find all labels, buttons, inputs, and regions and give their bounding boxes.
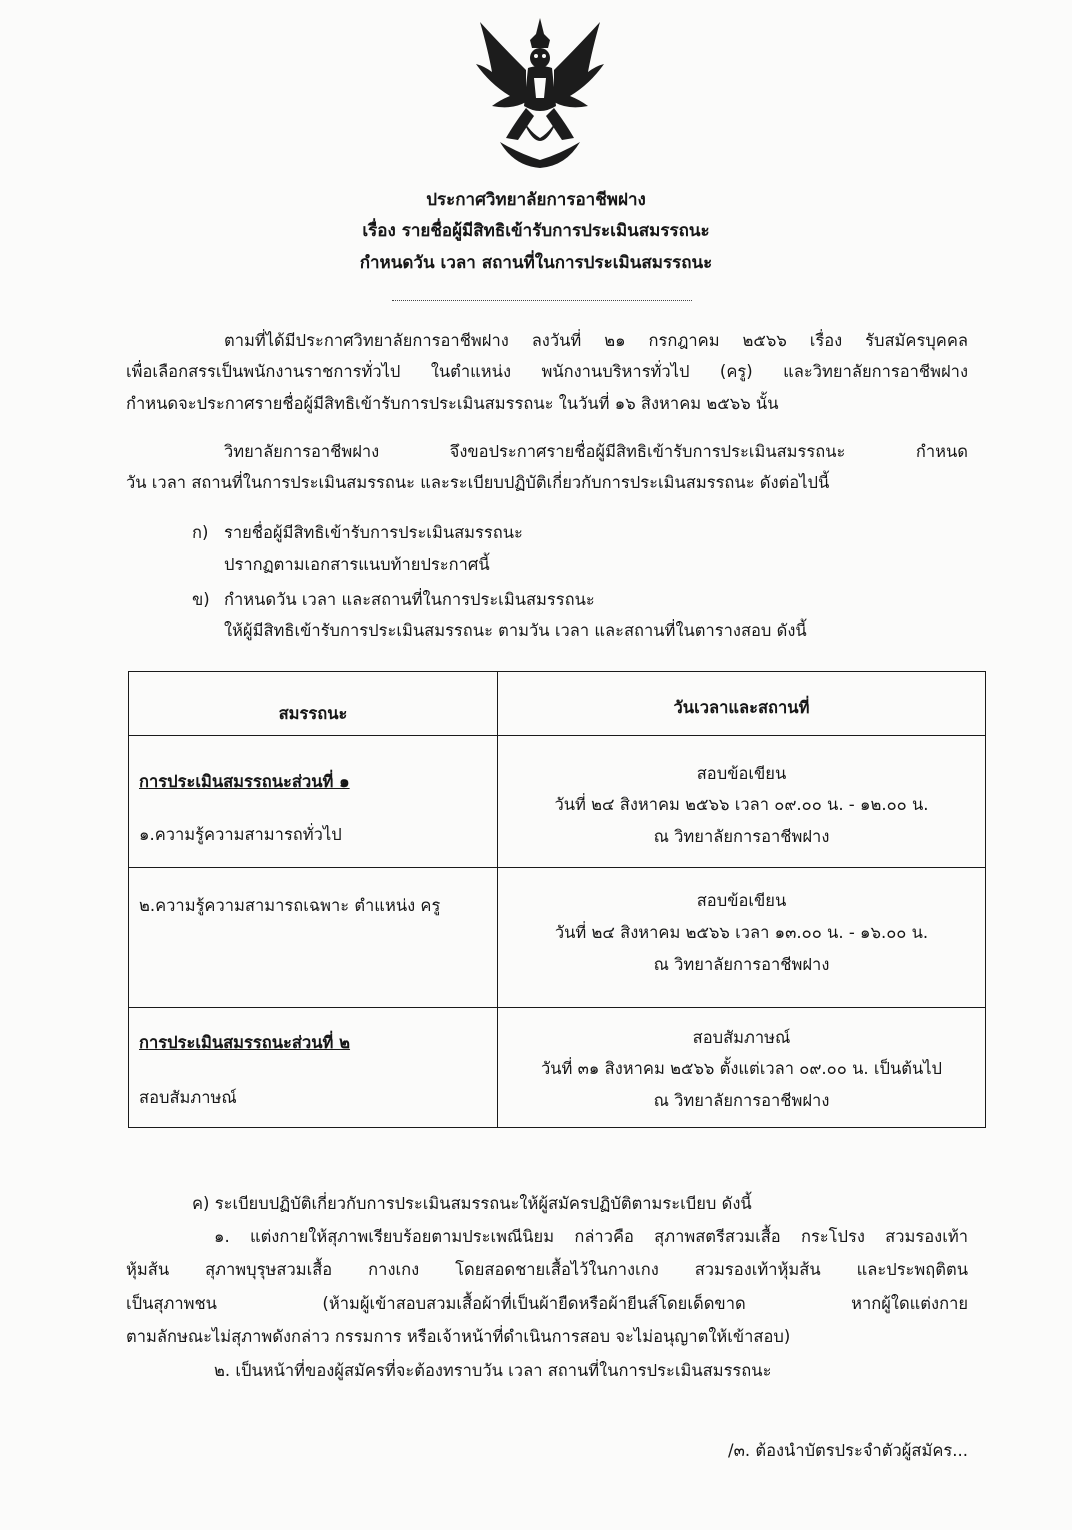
item-a-line1: รายชื่อผู้มีสิทธิเข้ารับการประเมินสมรรถนะ: [224, 523, 523, 542]
rules-intro: ค) ระเบียบปฏิบัติเกี่ยวกับการประเมินสมรรถนะให้ผู้สมัครปฏิบัติตามระเบียบ ดังนี้: [192, 1194, 752, 1213]
row2-schedule: [498, 868, 986, 1008]
item-a-marker: ก): [192, 523, 209, 542]
rule1-line2: หุ้มส้น สุภาพบุรุษสวมเสื้อ กางเกง โดยสอดชายเสื้อไว้ในกางเกง สวมรองเท้าหุ้มส้น และประพฤติตน: [126, 1260, 968, 1279]
announcement-subject: เรื่อง รายชื่อผู้มีสิทธิเข้ารับการประเมินสมรรถนะ: [362, 221, 710, 241]
item-b-line1: กำหนดวัน เวลา และสถานที่ในการประเมินสมรรถนะ: [224, 590, 595, 609]
table-row: [129, 868, 986, 1008]
row2-exam-datetime: วันที่ ๒๔ สิงหาคม ๒๕๖๖ เวลา ๑๓.๐๐ น. - ๑๖.๐๐ น.: [554, 923, 929, 942]
intro-p2-line2: วัน เวลา สถานที่ในการประเมินสมรรถนะ และระเบียบปฏิบัติเกี่ยวกับการประเมินสมรรถนะ ดังต่อไปนี้: [126, 473, 830, 492]
row3-exam-type: สอบสัมภาษณ์: [692, 1028, 791, 1047]
row1-section-title: การประเมินสมรรถนะส่วนที่ ๑: [139, 772, 350, 791]
row3-competency: [129, 1008, 498, 1128]
row2-exam-place: ณ วิทยาลัยการอาชีพฝาง: [653, 955, 830, 974]
rule1-line3: เป็นสุภาพชน (ห้ามผู้เข้าสอบสวมเสื้อผ้าที่เป็นผ้ายืดหรือผ้ายีนส์โดยเด็ดขาด หากผู้ใดแต่งกาย: [126, 1294, 968, 1313]
row3-exam-place: ณ วิทยาลัยการอาชีพฝาง: [653, 1091, 830, 1110]
table-row: [129, 1008, 986, 1128]
item-b-line2: ให้ผู้มีสิทธิเข้ารับการประเมินสมรรถนะ ตามวัน เวลา และสถานที่ในตารางสอบ ดังนี้: [224, 621, 807, 640]
table-row: [129, 736, 986, 868]
intro-p1-line1: ตามที่ได้มีประกาศวิทยาลัยการอาชีพฝาง ลงวันที่ ๒๑ กรกฎาคม ๒๕๖๖ เรื่อง รับสมัครบุคคล: [224, 331, 968, 350]
row1-competency: [129, 736, 498, 868]
row2-exam-type: สอบข้อเขียน: [696, 891, 787, 910]
schedule-table: [128, 671, 986, 1128]
row3-schedule: [498, 1008, 986, 1128]
header-datetime-label: วันเวลาและสถานที่: [673, 698, 810, 717]
intro-p1-line2: เพื่อเลือกสรรเป็นพนักงานราชการทั่วไป ในตำแหน่ง พนักงานบริหารทั่วไป (ครู) และวิทยาลัยการอาชีพฝาง: [126, 362, 968, 381]
row2-competency-text: ๒.ความรู้ความสามารถเฉพาะ ตำแหน่ง ครู: [139, 896, 441, 915]
row1-exam-place: ณ วิทยาลัยการอาชีพฝาง: [653, 827, 830, 846]
table-header-row: [129, 672, 986, 736]
header-datetime-place: [498, 672, 986, 736]
row1-schedule: [498, 736, 986, 868]
announcement-subtitle: กำหนดวัน เวลา สถานที่ในการประเมินสมรรถนะ: [359, 253, 713, 273]
item-a-line2: ปรากฏตามเอกสารแนบท้ายประกาศนี้: [224, 555, 490, 574]
rule1-line4: ตามลักษณะไม่สุภาพดังกล่าว กรรมการ หรือเจ้าหน้าที่ดำเนินการสอบ จะไม่อนุญาตให้เข้าสอบ): [126, 1327, 791, 1346]
garuda-emblem-icon: [470, 14, 610, 170]
announcement-title: ประกาศวิทยาลัยการอาชีพฝาง: [426, 190, 646, 210]
dotted-divider: [392, 300, 692, 301]
page-continuation: /๓. ต้องนำบัตรประจำตัวผู้สมัคร...: [728, 1441, 968, 1460]
row3-section-title: การประเมินสมรรถนะส่วนที่ ๒: [139, 1033, 351, 1052]
intro-p1-line3: กำหนดจะประกาศรายชื่อผู้มีสิทธิเข้ารับการประเมินสมรรถนะ ในวันที่ ๑๖ สิงหาคม ๒๕๖๖ นั้น: [126, 394, 779, 413]
intro-p2-line1: วิทยาลัยการอาชีพฝาง จึงขอประกาศรายชื่อผู้มีสิทธิเข้ารับการประเมินสมรรถนะ กำหนด: [224, 442, 968, 461]
header-competency: [129, 672, 498, 736]
row3-competency-text: สอบสัมภาษณ์: [139, 1088, 237, 1107]
row3-exam-datetime: วันที่ ๓๑ สิงหาคม ๒๕๖๖ ตั้งแต่เวลา ๐๙.๐๐ น. เป็นต้นไป: [540, 1059, 942, 1078]
rule2-line1: ๒. เป็นหน้าที่ของผู้สมัครที่จะต้องทราบวัน เวลา สถานที่ในการประเมินสมรรถนะ: [214, 1361, 772, 1380]
row1-competency-text: ๑.ความรู้ความสามารถทั่วไป: [139, 825, 342, 844]
row1-exam-datetime: วันที่ ๒๔ สิงหาคม ๒๕๖๖ เวลา ๐๙.๐๐ น. - ๑๒.๐๐ น.: [554, 795, 929, 814]
row1-exam-type: สอบข้อเขียน: [696, 764, 787, 783]
row2-competency: [129, 868, 498, 1008]
header-competency-label: สมรรถนะ: [278, 704, 348, 723]
item-b-marker: ข): [192, 590, 210, 609]
rule1-line1: ๑. แต่งกายให้สุภาพเรียบร้อยตามประเพณีนิยม กล่าวคือ สุภาพสตรีสวมเสื้อ กระโปรง สวมรองเท้า: [214, 1227, 968, 1246]
